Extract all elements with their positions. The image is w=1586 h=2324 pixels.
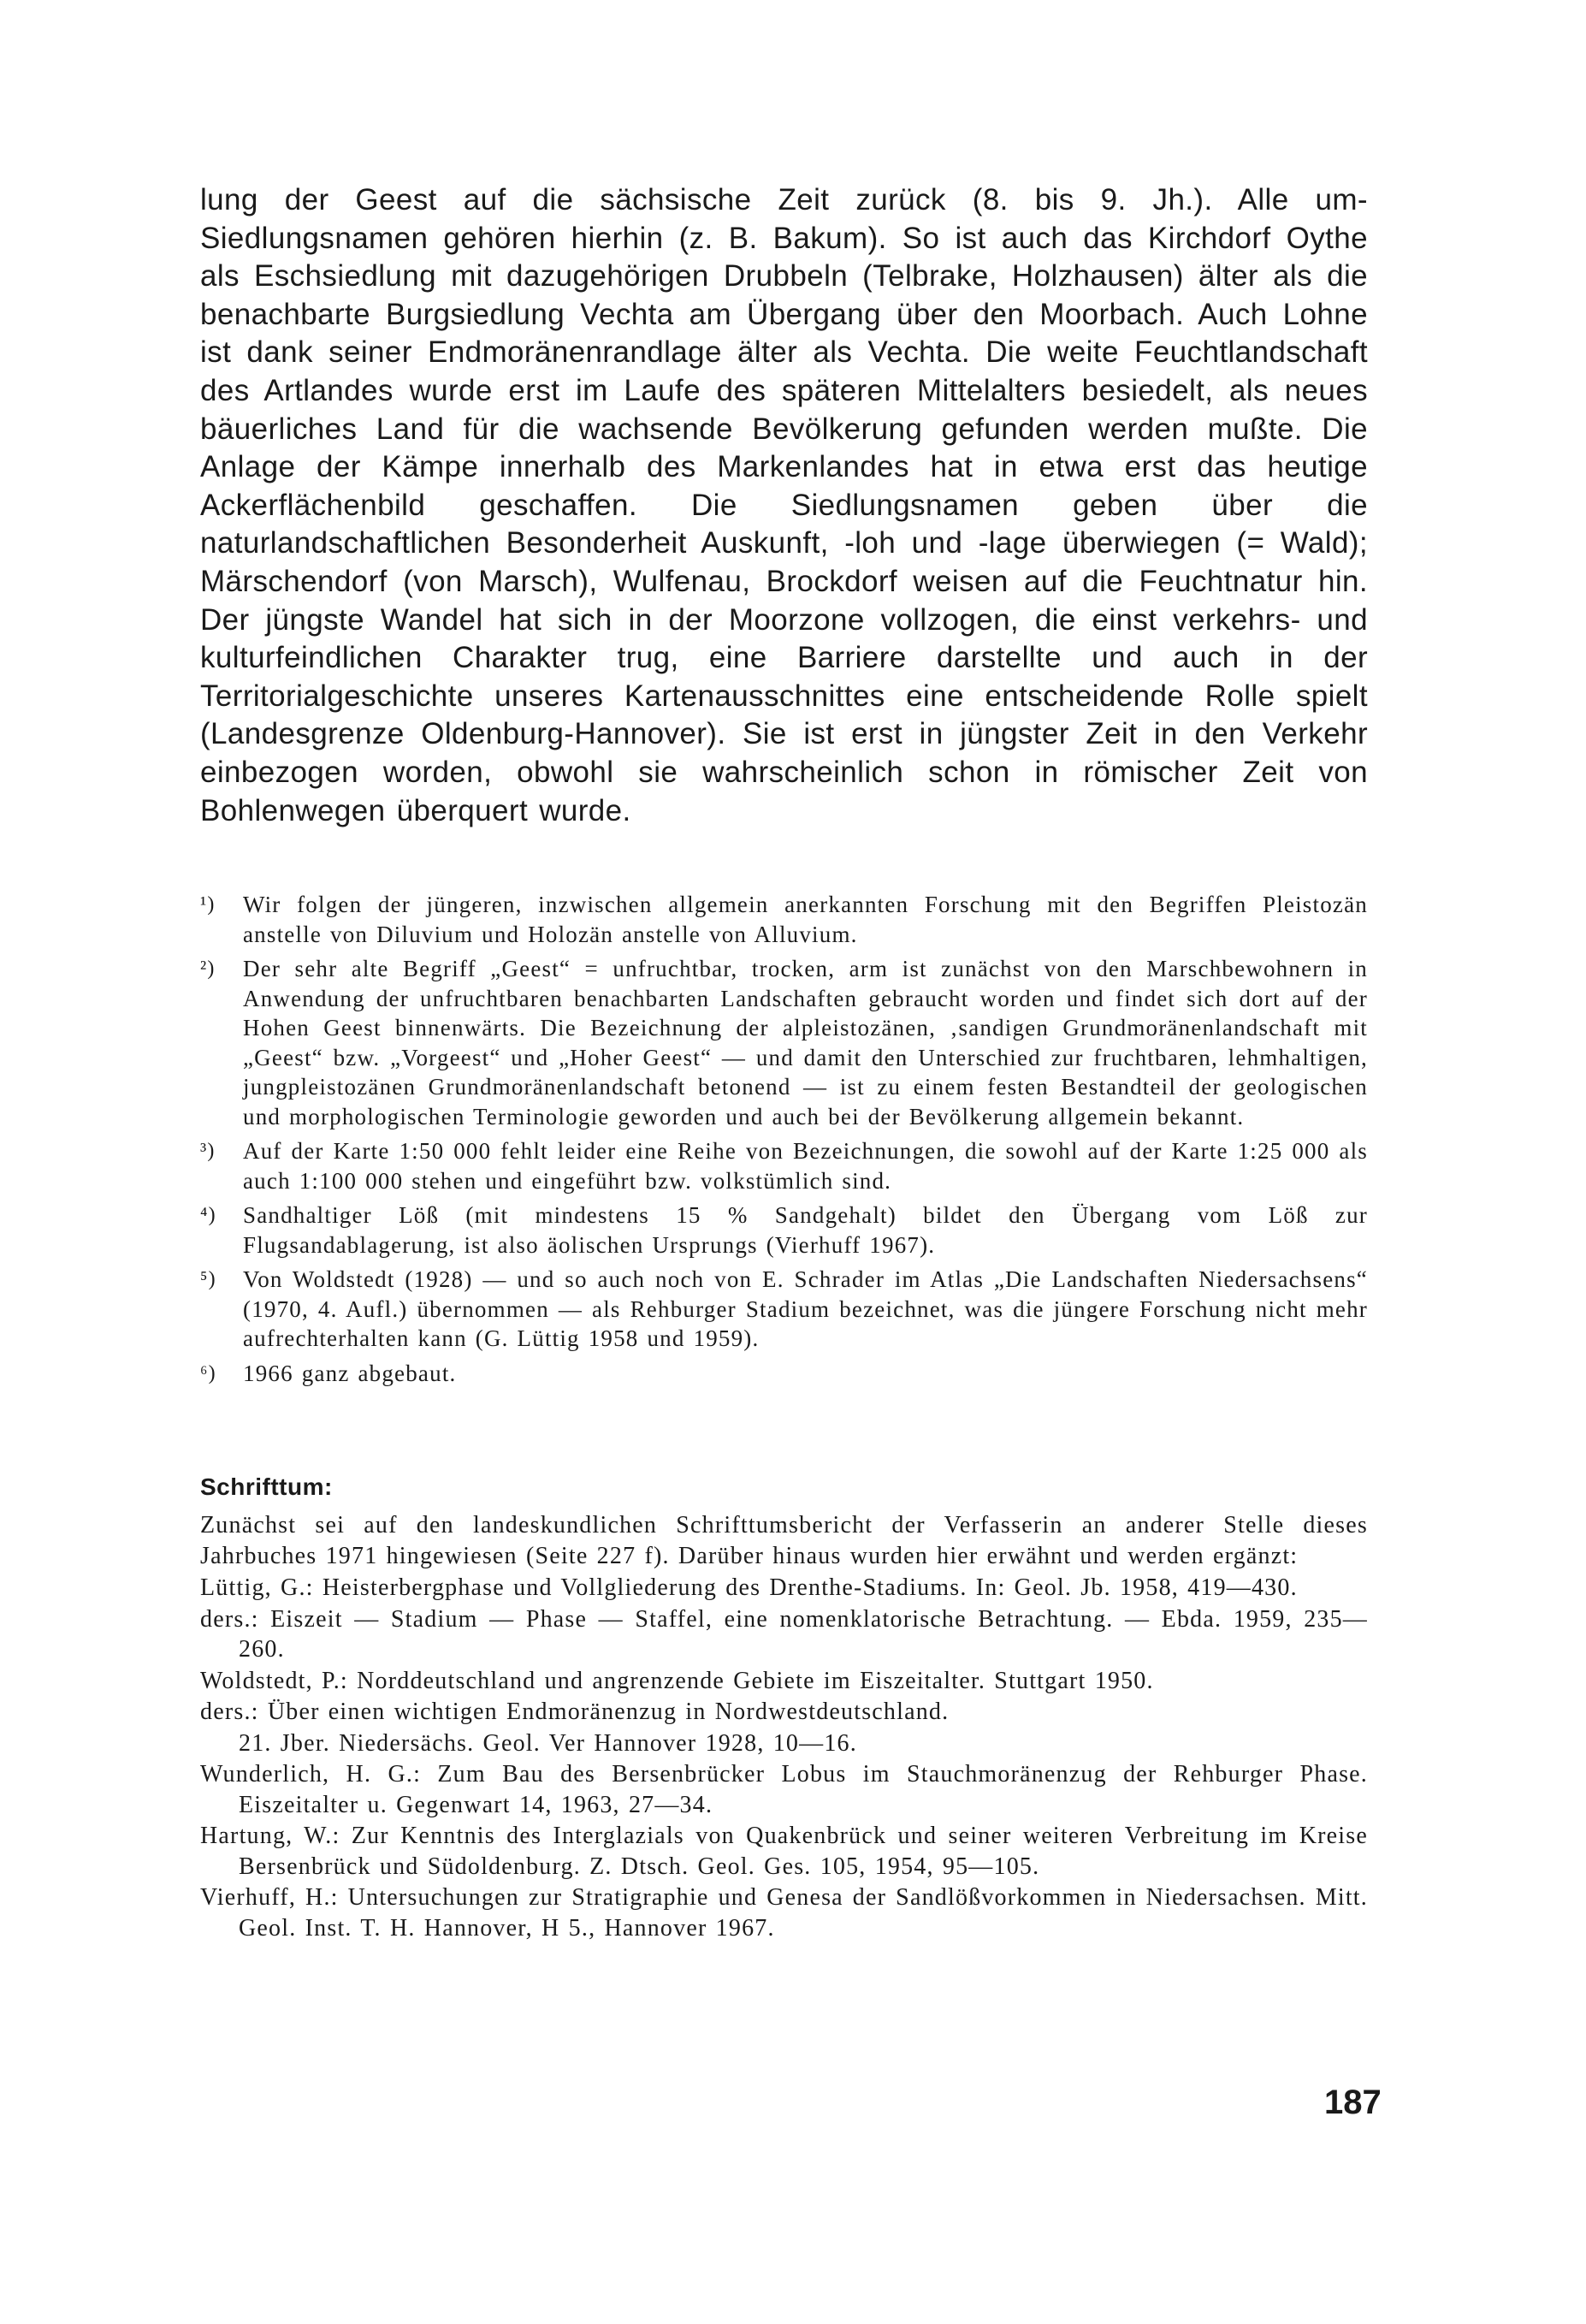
literature-entry: 21. Jber. Niedersächs. Geol. Ver Hannover 1928, 10—16.: [239, 1729, 857, 1757]
literature-entry: Wunderlich, H. G.: Zum Bau des Bersenbrücker Lobus im Stauchmoränenzug der Rehburger Phase. Eiszeitalter u. Gegenwart 14, 1963, 27—34.: [200, 1761, 1368, 1818]
footnote-6: [200, 1359, 1368, 1389]
footnote-mark: ²): [200, 957, 216, 980]
literature-heading: Schrifttum:: [200, 1473, 333, 1500]
literature-entry: Woldstedt, P.: Norddeutschland und angrenzende Gebiete im Eiszeitalter. Stuttgart 1950.: [200, 1667, 1154, 1694]
footnote-text: Auf der Karte 1:50 000 fehlt leider eine Reihe von Bezeichnungen, die sowohl auf der Karte 1:25 000 als auch 1:100 000 stehen und eingeführt bzw. volkstümlich sind.: [243, 1138, 1368, 1194]
literature-intro: Zunächst sei auf den landeskundlichen Schrifttumsbericht der Verfasserin an anderer Stelle dieses Jahrbuches 1971 hingewiesen (Seite 227 f). Darüber hinaus wurden hier erwähnt und werden ergänzt:: [200, 1512, 1368, 1569]
footnote-text: Der sehr alte Begriff „Geest“ = unfruchtbar, trocken, arm ist zunächst von den Marschbewohnern in Anwendung der unfruchtbaren benachbarten Landschaften gebraucht worden und findet sich dort auf der Hohen Geest binnenwärts. Die Bezeichnung der alpleistozänen, ‚sandigen Grundmoränenlandschaft mit „Geest“ bzw. „Vorgeest“ und „Hoher Geest“ — und damit den Unterschied zur fruchtbaren, lehmhaltigen, jungpleistozänen Grundmoränenlandschaft betonend — ist zu einem festen Bestandteil der geologischen und morphologischen Terminologie geworden und auch bei der Bevölkerung allgemein bekannt.: [243, 956, 1368, 1129]
literature-entry: Lüttig, G.: Heisterbergphase und Vollgliederung des Drenthe-Stadiums. In: Geol. Jb. 1958, 419—430.: [200, 1574, 1298, 1601]
footnote-mark: ⁶): [200, 1361, 216, 1384]
footnote-mark: ⁵): [200, 1268, 216, 1290]
footnote-4: [200, 1201, 1368, 1260]
footnote-mark: ⁴): [200, 1204, 216, 1226]
literature-entry: ders.: Über einen wichtigen Endmoränenzug in Nordwestdeutschland.: [200, 1699, 950, 1725]
literature-entry: ders.: Eiszeit — Stadium — Phase — Staffel, eine nomenklatorische Betrachtung. — Ebda. 1959, 235—260.: [200, 1605, 1368, 1663]
main-text: lung der Geest auf die sächsische Zeit zurück (8. bis 9. Jh.). Alle um-Siedlungsnamen gehören hierhin (z. B. Bakum). So ist auch das Kirchdorf Oythe als Eschsiedlung mit dazugehörigen Drubbeln (Telbrake, Holzhausen) älter als die benachbarte Burgsiedlung Vechta am Übergang über den Moorbach. Auch Lohne ist dank seiner Endmoränenrandlage älter als Vechta. Die weite Feuchtlandschaft des Artlandes wurde erst im Laufe des späteren Mittelalters besiedelt, als neues bäuerliches Land für die wachsende Bevölkerung gefunden werden mußte. Die Anlage der Kämpe innerhalb des Markenlandes hat in etwa erst das heutige Ackerflächenbild geschaffen. Die Siedlungsnamen geben über die naturlandschaftlichen Besonderheit Auskunft, -loh und -lage überwiegen (= Wald); Märschendorf (von Marsch), Wulfenau, Brockdorf weisen auf die Feuchtnatur hin. Der jüngste Wandel hat sich in der Moorzone vollzogen, die einst verkehrs- und kulturfeindlichen Charakter trug, eine Barriere darstellte und auch in der Territorialgeschichte unseres Kartenausschnittes eine entscheidende Rolle spielt (Landesgrenze Oldenburg-Hannover). Sie ist erst in jüngster Zeit in den Verkehr einbezogen worden, obwohl sie wahrscheinlich schon in römischer Zeit von Bohlenwegen überquert wurde.: [200, 183, 1368, 827]
literature-entry: Hartung, W.: Zur Kenntnis des Interglazials von Quakenbrück und seiner weiteren Verbreitung im Kreise Bersenbrück und Südoldenburg. Z. Dtsch. Geol. Ges. 105, 1954, 95—105.: [200, 1823, 1368, 1880]
footnote-1: [200, 890, 1368, 949]
literature-list: [200, 1510, 1368, 1944]
footnote-text: Wir folgen der jüngeren, inzwischen allgemein anerkannten Forschung mit den Begriffen Pleistozän anstelle von Diluvium und Holozän anstelle von Alluvium.: [243, 892, 1368, 947]
footnote-mark: ¹): [200, 893, 216, 916]
footnote-text: Sandhaltiger Löß (mit mindestens 15 % Sandgehalt) bildet den Übergang vom Löß zur Flugsandablagerung, ist also äolischen Ursprungs (Vierhuff 1967).: [243, 1202, 1368, 1258]
footnote-2: [200, 954, 1368, 1131]
footnotes: [200, 890, 1368, 1393]
footnote-3: [200, 1136, 1368, 1195]
literature-entry: Vierhuff, H.: Untersuchungen zur Stratigraphie und Genesa der Sandlößvorkommen in Niedersachsen. Mitt. Geol. Inst. T. H. Hannover, H 5., Hannover 1967.: [200, 1884, 1368, 1942]
footnote-5: [200, 1265, 1368, 1354]
footnote-mark: ³): [200, 1140, 216, 1162]
footnote-text: Von Woldstedt (1928) — und so auch noch von E. Schrader im Atlas „Die Landschaften Niedersachsens“ (1970, 4. Aufl.) übernommen — als Rehburger Stadium bezeichnet, was die jüngere Forschung nicht mehr aufrechterhalten kann (G. Lüttig 1958 und 1959).: [243, 1266, 1368, 1351]
page-number: 187: [1324, 2084, 1382, 2121]
footnote-text: 1966 ganz abgebaut.: [243, 1360, 457, 1386]
